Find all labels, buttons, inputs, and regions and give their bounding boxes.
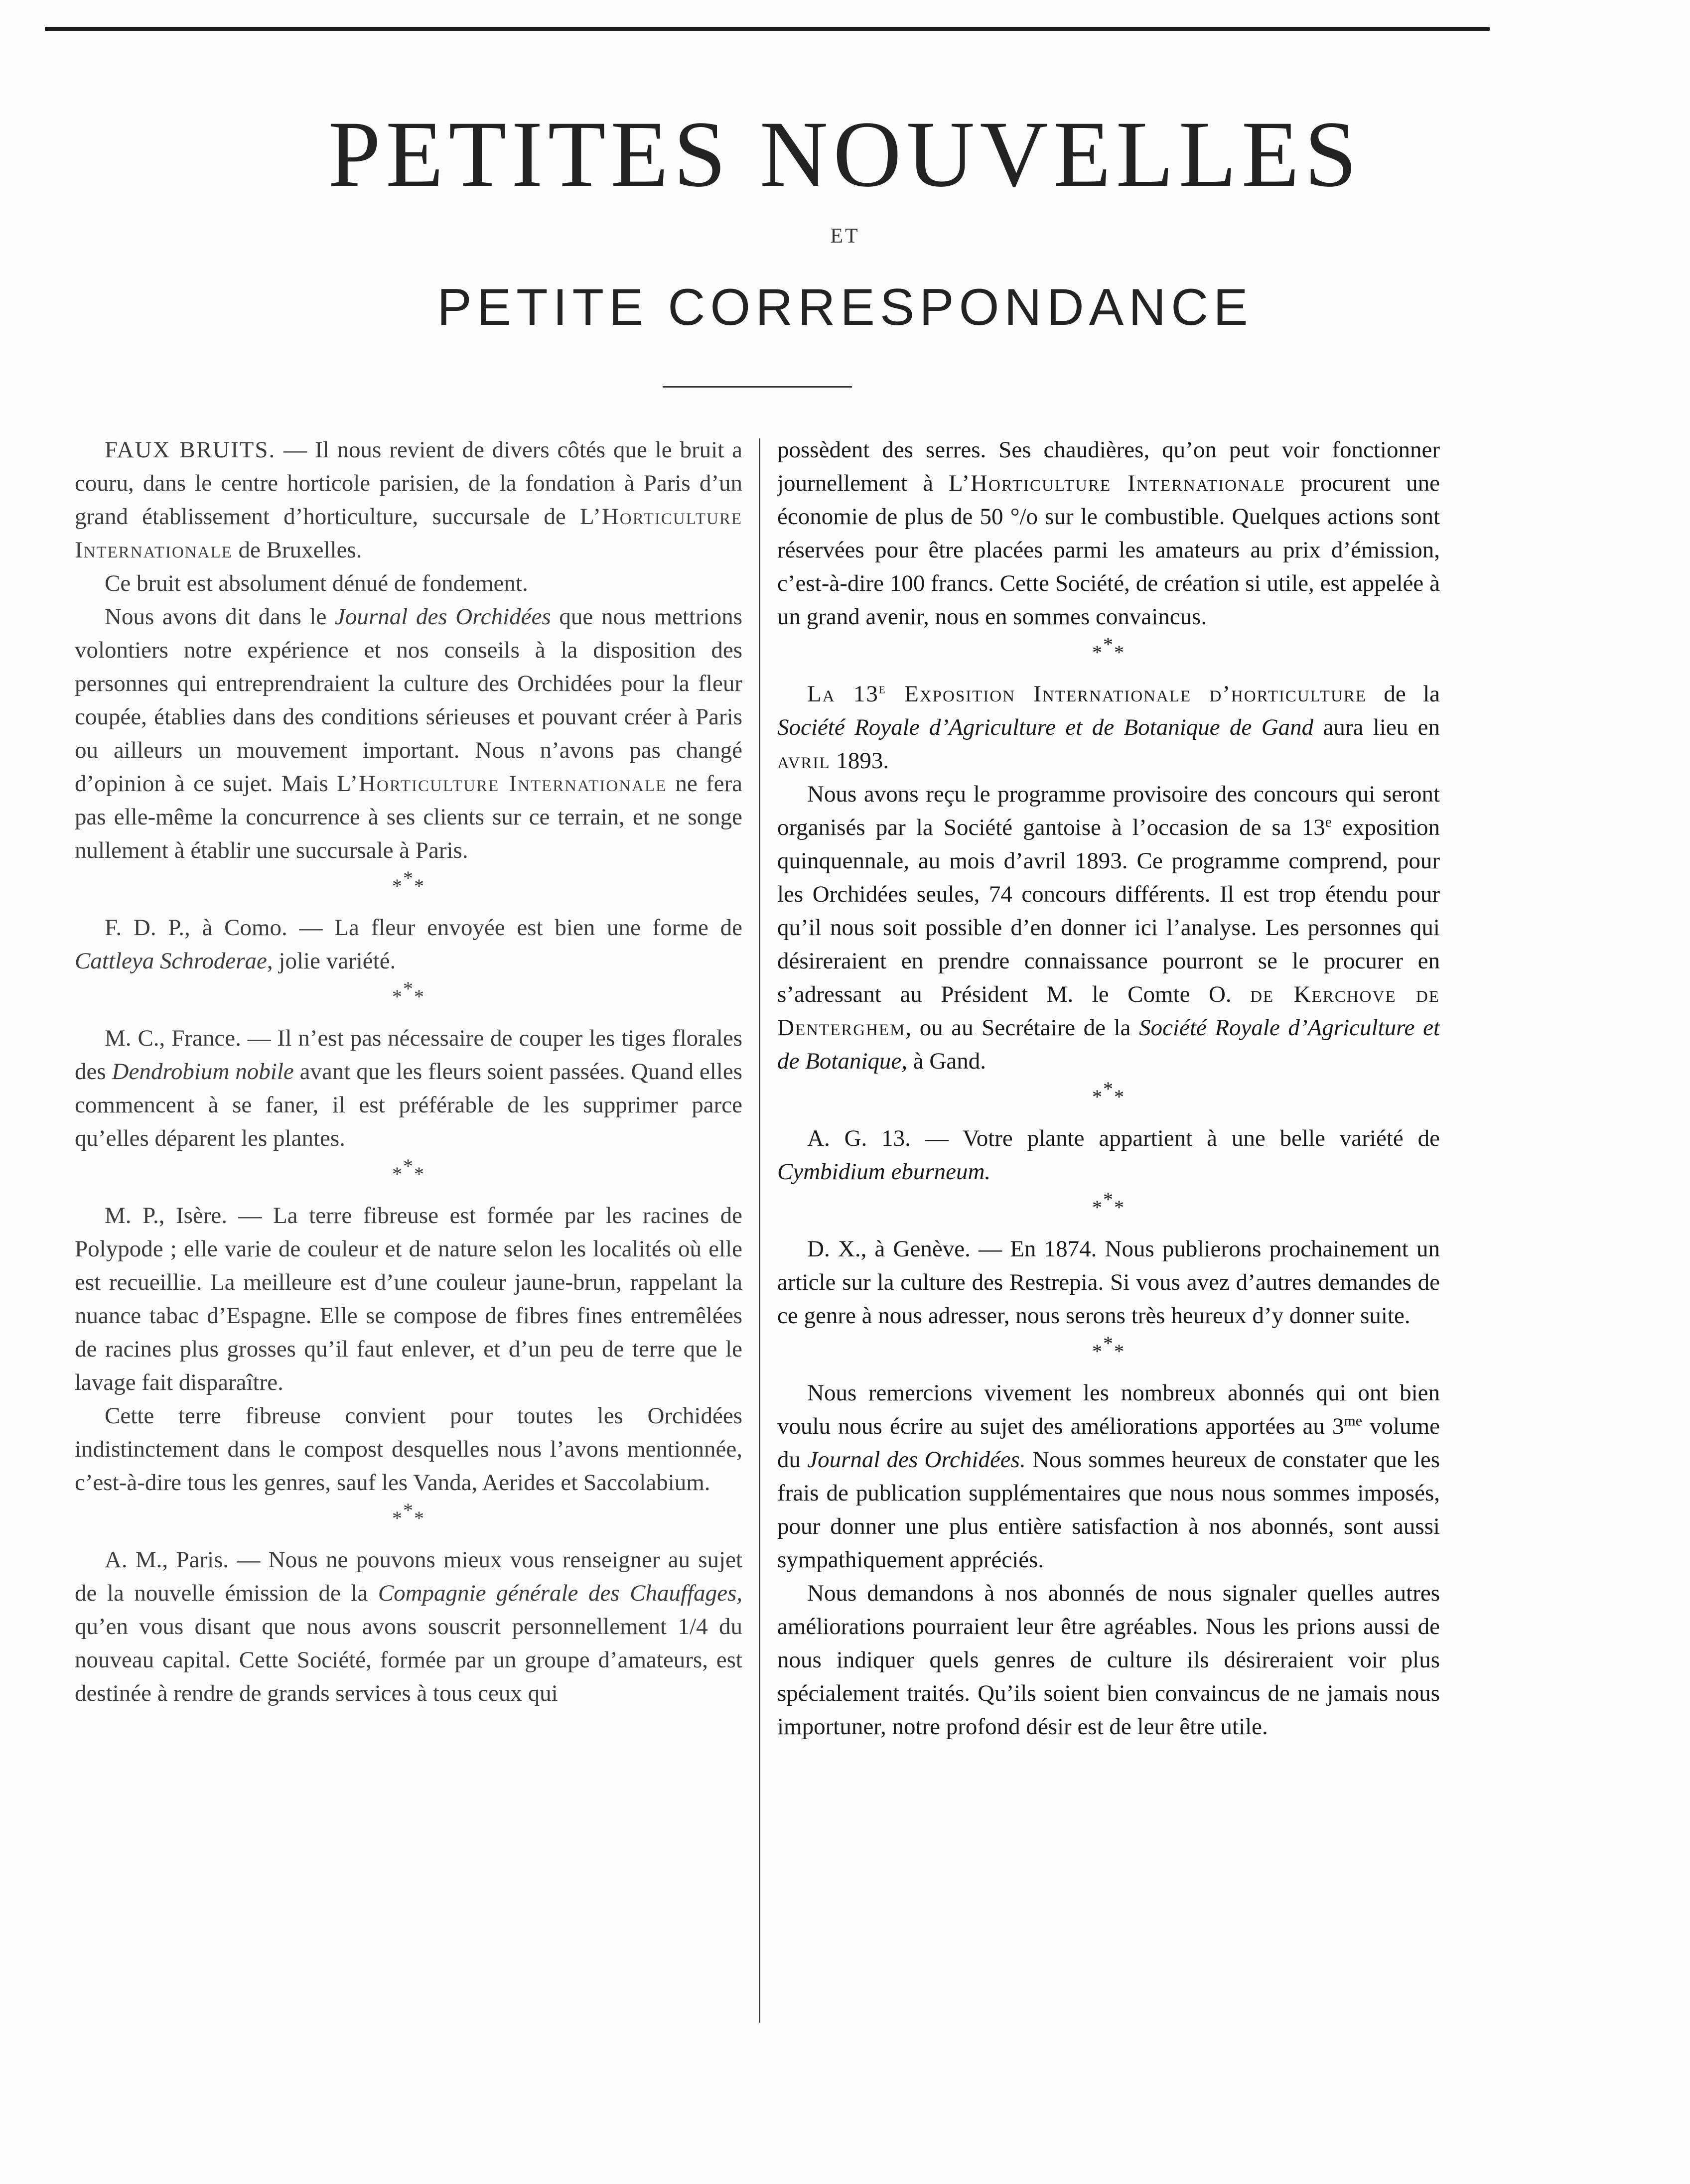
paragraph-terre-fibreuse: Cette terre fibreuse convient pour toutes les Orchidées indistinctement dans le compost desquelles nous l’avons mentionnée, c’est-à-dire tous les genres, sauf les Vanda, Aerides et Saccolabium.: [75, 1403, 742, 1496]
paragraph-lead: FAUX BRUITS.: [105, 437, 276, 463]
title-rule: [663, 386, 852, 388]
title-connector: ET: [830, 225, 860, 248]
column-divider: [759, 438, 760, 2023]
paragraph-programme: Nous avons reçu le programme provisoire des concours qui seront organisés par la Société gantoise à l’occasion de sa 13e exposition quinquennale, au mois d’avril 1893. Ce programme comprend, pour les Orchidées seules, 74 concours différents. Il est trop étendu pour qu’il nous soit possible d’en donner ici l’analyse. Les personnes qui désireraient en prendre connaissance pourront se le procurer en s’adressant au Président M. le Comte O. de Kerchove de Denterghem, ou au Secrétaire de la Société Royale d’Agriculture et de Botanique, à Gand.: [777, 781, 1440, 1074]
page-title: PETITES NOUVELLES: [328, 102, 1362, 207]
paragraph-paris: A. M., Paris. — Nous ne pouvons mieux vous renseigner au sujet de la nouvelle émission de la Compagnie générale des Chauffages, qu’en vous disant que nous avons souscrit personnellement 1/4 du nouveau capital. Cette Société, formée par un groupe d’amateurs, est destinée à rendre de grands services à tous ceux qui: [75, 1547, 742, 1706]
top-rule: [45, 27, 1490, 31]
paragraph-como: F. D. P., à Como. — La fleur envoyée est bien une forme de Cattleya Schroderae, jolie variété.: [75, 915, 742, 974]
paragraph-ag13: A. G. 13. — Votre plante appartient à une belle variété de Cymbidium eburneum.: [777, 1125, 1440, 1185]
asterism-separator: ***: [1092, 1332, 1125, 1363]
right-column: [777, 433, 1440, 2043]
asterism-separator: ***: [392, 867, 425, 897]
paragraph-demandes: Nous demandons à nos abonnés de nous signaler quelles autres améliorations pourraient leur être agréables. Nous les prions aussi de nous indiquer quels genres de culture ils désireraient voir plus spécialement traités. Qu’ils soient bien convaincus de ne jamais nous importuner, notre profond désir est de leur être utile.: [777, 1580, 1440, 1740]
asterism-separator: ***: [1092, 633, 1125, 664]
paragraph-isere: M. P., Isère. — La terre fibreuse est formée par les racines de Polypode ; elle varie de couleur et de nature selon les localités où elle est recueillie. La meilleure est d’une couleur jaune-brun, rappelant la nuance tabac d’Espagne. Elle se compose de fibres fines entremêlées de racines plus grosses qu’il faut enlever, et d’un peu de terre que le lavage fait disparaître.: [75, 1203, 742, 1395]
paragraph-remerciements: Nous remercions vivement les nombreux abonnés qui ont bien voulu nous écrire au sujet des améliorations apportées au $3^{me}$ volume du Journal des Orchidées. Nous sommes heureux de constater que les frais de publication supplémentaires que nous nous sommes imposés, pour donner une plus entière satisfaction à nos abonnés, sont aussi sympathiquement appréciés.: [777, 1380, 1440, 1573]
paragraph-faux-bruits: FAUX BRUITS. — Il nous revient de divers côtés que le bruit a couru, dans le centre horticole parisien, de la fondation à Paris d’un grand établissement d’horticulture, succursale de L’Horticulture Internationale de Bruxelles.: [75, 437, 742, 563]
asterism-separator: ***: [1092, 1188, 1125, 1219]
asterism-separator: ***: [392, 977, 425, 1008]
paragraph-journal: Nous avons dit dans le Journal des Orchidées que nous mettrions volontiers notre expérience et nos conseils à la disposition des personnes qui entreprendraient la culture des Orchidées pour la fleur coupée, établies dans des conditions sérieuses et pouvant créer à Paris ou ailleurs un mouvement important. Nous n’avons pas changé d’opinion à ce sujet. Mais L’Horticulture Internationale ne fera pas elle-même la concurrence à ses clients sur ce terrain, et ne songe nullement à établir une succursale à Paris.: [75, 604, 742, 863]
paragraph-fondement: Ce bruit est absolument dénué de fondement.: [105, 570, 528, 596]
paragraph-geneve: D. X., à Genève. — En 1874. Nous publierons prochainement un article sur la culture des Restrepia. Si vous avez d’autres demandes de ce genre à nous adresser, nous serons très heureux d’y donner suite.: [777, 1236, 1440, 1329]
paragraph-france: M. C., France. — Il n’est pas nécessaire de couper les tiges florales des Dendrobium nobile avant que les fleurs soient passées. Quand elles commencent à se faner, il est préférable de les supprimer parce qu’elles déparent les plantes.: [75, 1025, 742, 1151]
asterism-separator: ***: [1092, 1078, 1125, 1108]
page-subtitle: PETITE CORRESPONDANCE: [437, 278, 1253, 336]
left-column: [75, 433, 742, 2043]
paragraph-exposition: La 13e Exposition Internationale d’horticulture de la Société Royale d’Agriculture et de Botanique de Gand aura lieu en avril 1893.: [777, 680, 1440, 774]
asterism-separator: ***: [392, 1155, 425, 1185]
paragraph-serres: possèdent des serres. Ses chaudières, qu’on peut voir fonctionner journellement à L’Horticulture Internationale procurent une économie de plus de 50 °/o sur le combustible. Quelques actions sont réservées pour être placées parmi les amateurs au prix d’émission, c’est-à-dire 100 francs. Cette Société, de création si utile, est appelée à un grand avenir, nous en sommes convaincus.: [777, 437, 1440, 630]
asterism-separator: ***: [392, 1499, 425, 1529]
